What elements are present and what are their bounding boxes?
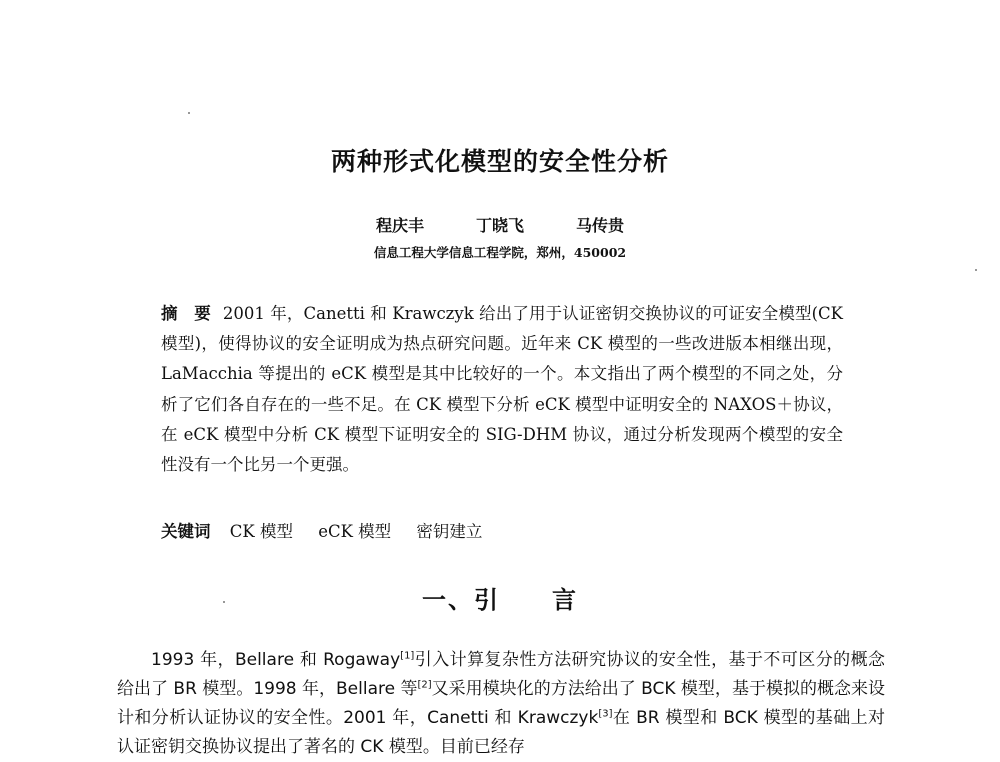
keyword: eCK 模型 (318, 522, 392, 541)
affiliation: 信息工程大学信息工程学院，郑州，450002 (373, 245, 627, 260)
scan-speck (975, 269, 977, 271)
body-text-segment: 引入计算复杂性方法研究协议的安全性，基于不可区分的概念给出了 BR 模型。1998 年，Bellare 等 (117, 650, 886, 699)
citation[interactable]: [2] (417, 679, 432, 691)
abstract-label: 摘 要 (161, 304, 211, 323)
abstract-text: 2001 年，Canetti 和 Krawczyk 给出了用于认证密钥交换协议的可证安全模型(CK 模型)，使得协议的安全证明成为热点研究问题。近年来 CK 模型的一些改进版本相继出现，LaMacchia 等提出的 eCK 模型是其中比较好的一个。本文指出了两个模型的不同之处，分析了它们各自存在的一些不足。在 CK 模型下分析 eCK 模型中证明安全的 NAXOS＋协议，在 eCK 模型中分析 CK 模型下证明安全的 SIG-DHM 协议，通过分析发现两个模型的安全性没有一个比另一个更强。 (161, 304, 844, 475)
citation[interactable]: [3] (598, 708, 613, 720)
scan-speck (188, 112, 190, 114)
author-list (0, 213, 1000, 236)
keyword: 密钥建立 (416, 522, 483, 541)
author-name: 丁晓飞 (475, 216, 524, 235)
keywords-label: 关键词 (161, 522, 211, 541)
author-name: 马传贵 (576, 216, 625, 235)
body-paragraph (117, 646, 885, 762)
citation[interactable]: [1] (400, 650, 415, 662)
keywords (161, 518, 843, 542)
section-title: 言 (552, 586, 578, 614)
author-name: 程庆丰 (375, 216, 424, 235)
paper-title: 两种形式化模型的安全性分析 (330, 147, 669, 176)
body-text-segment: 又采用模块化的方法给出了 BCK 模型，基于模拟的概念来设计和分析认证协议的安全性。2001 年，Canetti 和 Krawczyk (117, 679, 885, 728)
section-heading (0, 580, 1000, 615)
body-text-segment: 在 BR 模型和 BCK 模型的基础上对认证密钥交换协议提出了著名的 CK 模型。目前已经存 (117, 708, 885, 757)
keyword: CK 模型 (229, 522, 293, 541)
abstract (161, 299, 843, 480)
body-text-segment: 1993 年，Bellare 和 Rogaway (151, 650, 401, 670)
section-number: 一、引 (422, 586, 500, 614)
